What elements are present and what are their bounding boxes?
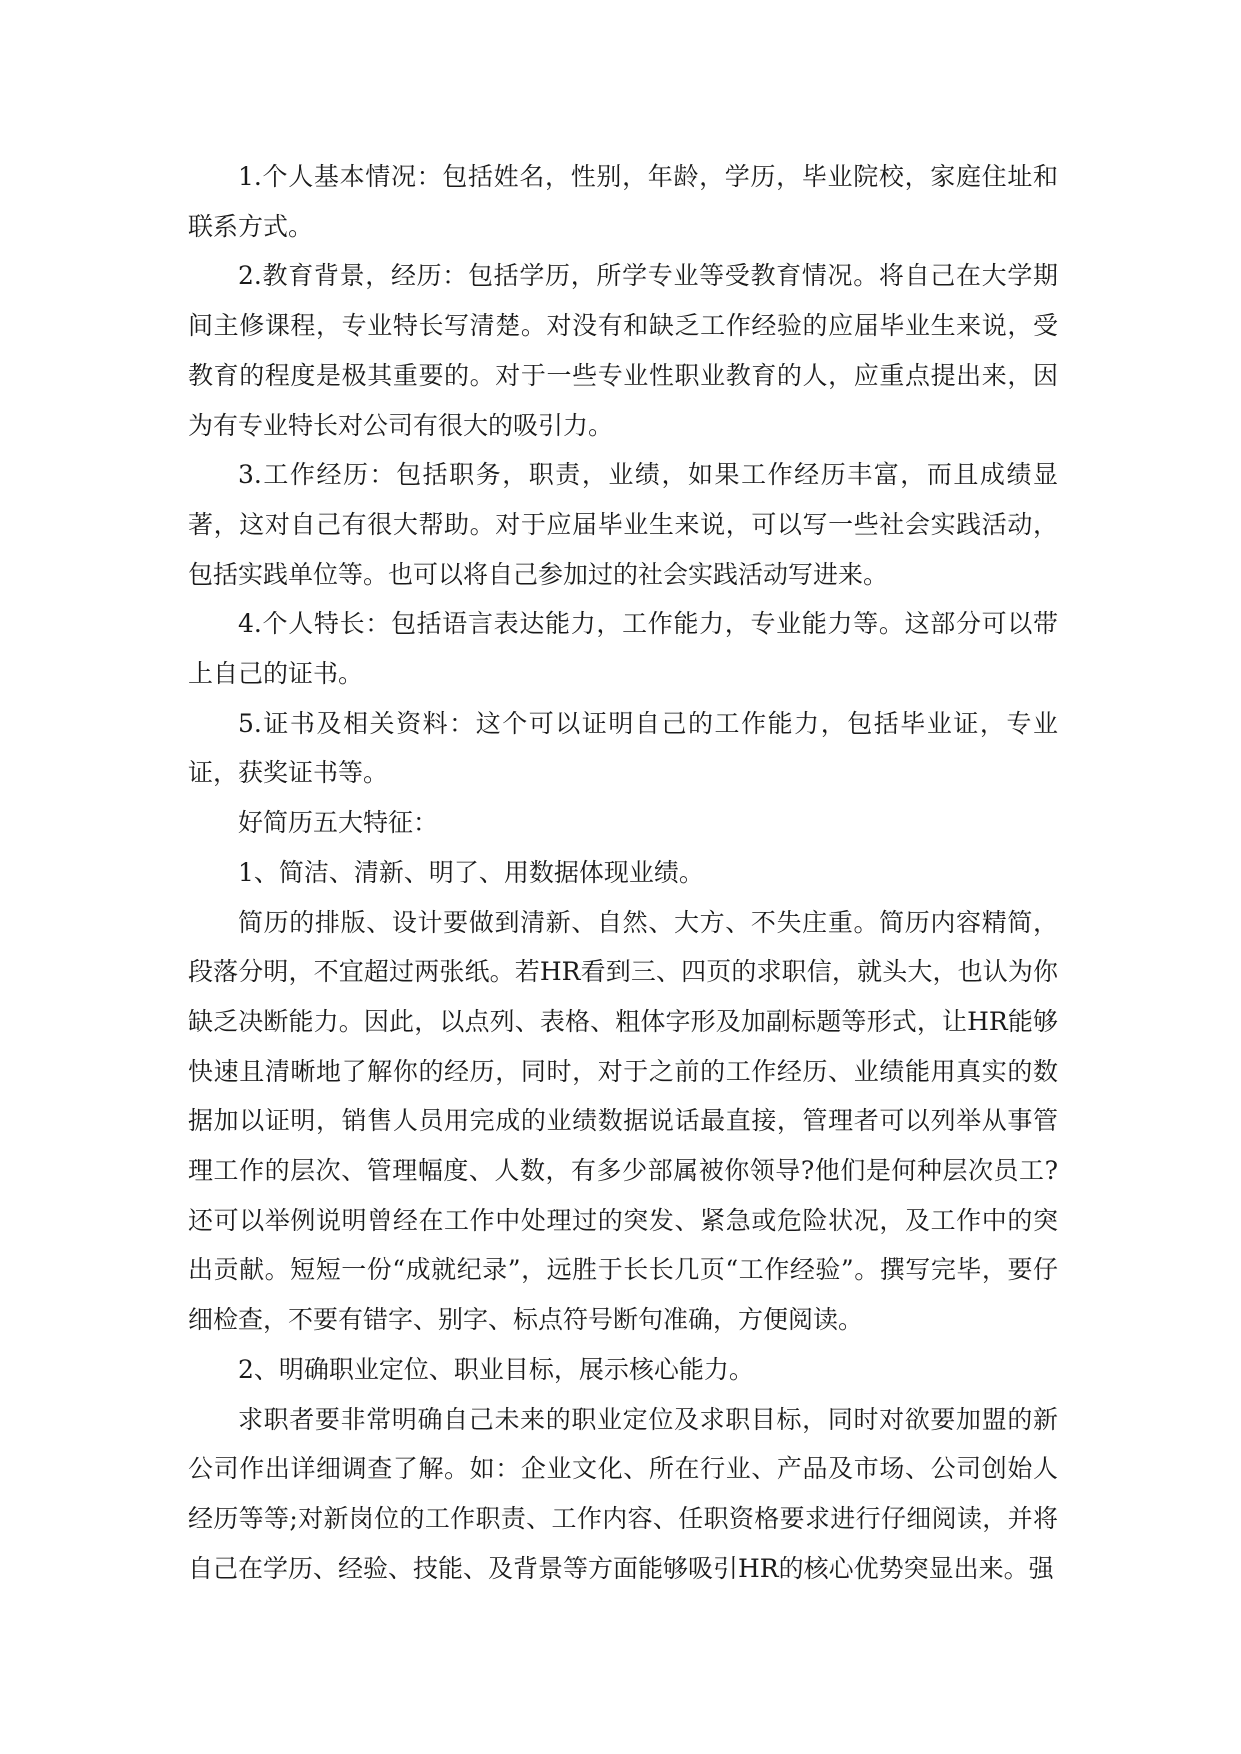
section-heading-five-features: 好简历五大特征： <box>238 808 439 838</box>
feature-heading-1: 1、简洁、清新、明了、用数据体现业绩。 <box>238 857 704 887</box>
paragraph-personal-skills: 4.个人特长：包括语言表达能力，工作能力，专业能力等。这部分可以带上自己的证书。 <box>188 609 1058 689</box>
paragraph-certificates: 5.证书及相关资料：这个可以证明自己的工作能力，包括毕业证，专业证，获奖证书等。 <box>188 708 1058 788</box>
paragraph-feature-1-detail: 简历的排版、设计要做到清新、自然、大方、不失庄重。简历内容精简，段落分明，不宜超过两张纸。若HR看到三、四页的求职信，就头大，也认为你缺乏决断能力。因此，以点列、表格、粗体字形及加副标题等形式，让HR能够快速且清晰地了解你的经历，同时，对于之前的工作经历、业绩能用真实的数据加以证明，销售人员用完成的业绩数据说话最直接，管理者可以列举从事管理工作的层次、管理幅度、人数，有多少部属被你领导?他们是何种层次员工?还可以举例说明曾经在工作中处理过的突发、紧急或危险状况，及工作中的突出贡献。短短一份“成就纪录”，远胜于长长几页“工作经验”。撰写完毕，要仔细检查，不要有错字、别字、标点符号断句准确，方便阅读。 <box>188 907 1058 1335</box>
document-body <box>188 152 1058 1593</box>
paragraph-basic-info: 1.个人基本情况：包括姓名，性别，年龄，学历，毕业院校，家庭住址和联系方式。 <box>188 162 1058 241</box>
paragraph-education: 2.教育背景，经历：包括学历，所学专业等受教育情况。将自己在大学期间主修课程，专业特长写清楚。对没有和缺乏工作经验的应届毕业生来说，受教育的程度是极其重要的。对于一些专业性职业教育的人，应重点提出来，因为有专业特长对公司有很大的吸引力。 <box>188 261 1058 440</box>
paragraph-feature-2-detail: 求职者要非常明确自己未来的职业定位及求职目标，同时对欲要加盟的新公司作出详细调查了解。如：企业文化、所在行业、产品及市场、公司创始人经历等等;对新岗位的工作职责、工作内容、任职资格要求进行仔细阅读，并将自己在学历、经验、技能、及背景等方面能够吸引HR的核心优势突显出来。强 <box>188 1404 1058 1583</box>
feature-heading-2: 2、明确职业定位、职业目标，展示核心能力。 <box>238 1354 754 1384</box>
paragraph-work-experience: 3.工作经历：包括职务，职责，业绩，如果工作经历丰富，而且成绩显著，这对自己有很大帮助。对于应届毕业生来说，可以写一些社会实践活动，包括实践单位等。也可以将自己参加过的社会实践活动写进来。 <box>188 460 1058 589</box>
